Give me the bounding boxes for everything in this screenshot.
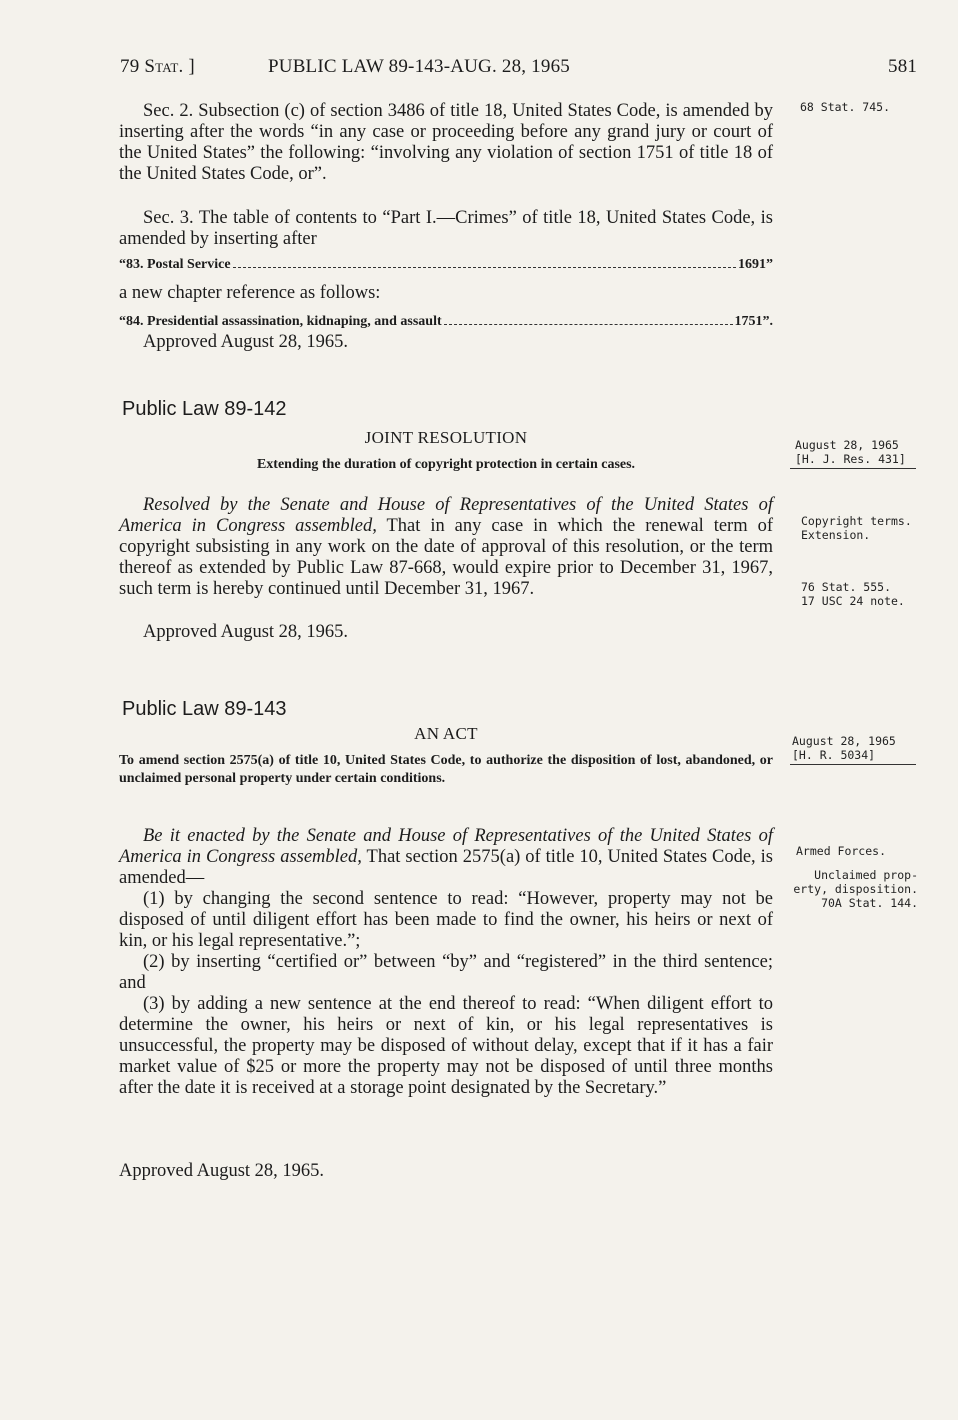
margin-note-unclaimed-1: Unclaimed prop-	[814, 868, 918, 882]
header-volume: 79 Stat. ]	[120, 56, 195, 77]
margin-note-76-stat	[801, 580, 941, 608]
toc-entry-84-number: 1751”.	[734, 314, 773, 329]
header-title: PUBLIC LAW 89-143-AUG. 28, 1965	[268, 56, 570, 77]
law-143-intro: That section 2575(a) of title 10, United States Code, is amended—	[119, 847, 773, 888]
margin-note-unclaimed	[782, 868, 918, 910]
margin-rule	[790, 764, 916, 765]
law-143-paragraph	[119, 826, 773, 889]
leader-dots	[233, 266, 736, 268]
law-142-enacting-clause: Resolved by the Senate and House of Representatives of the United States of America in Congress assembled,	[119, 495, 773, 536]
margin-note-copyright-terms: Copyright terms.	[801, 514, 912, 528]
margin-note-pl-143-date	[792, 734, 932, 762]
margin-note-date: August 28, 1965	[792, 734, 896, 748]
margin-note-bill: [H. J. Res. 431]	[795, 452, 906, 466]
toc-entry-83-label: “83. Postal Service	[119, 257, 231, 272]
law-142-approved: Approved August 28, 1965.	[143, 622, 349, 642]
toc-entry-84-label: “84. Presidential assassination, kidnaping, and assault	[119, 314, 442, 329]
law-142-paragraph	[119, 495, 773, 600]
section-3	[119, 208, 773, 250]
law-143-title: Public Law 89-143	[122, 698, 287, 720]
toc-entry-84	[119, 314, 773, 330]
law-142-text: That in any case in which the renewal term of copyright subsisting in any work on the date of approval of this resolution, or the term thereof as extended by Public Law 87-668, would expire prior to December 31, 1967, such term is hereby continued until December 31, 1967.	[119, 516, 773, 599]
margin-note-armed-forces: Armed Forces.	[796, 844, 887, 858]
new-chapter-line: a new chapter reference as follows:	[119, 283, 381, 303]
toc-entry-83-number: 1691”	[738, 257, 773, 272]
margin-note-pl-142-date	[795, 438, 935, 466]
law-142-heading: JOINT RESOLUTION	[364, 428, 528, 447]
margin-note-copyright	[801, 514, 941, 542]
law-143-caption: To amend section 2575(a) of title 10, United States Code, to authorize the disposition of lost, abandoned, or unclaimed personal property under certain conditions.	[119, 753, 773, 786]
law-142-body	[119, 495, 773, 600]
header-page-number: 581	[888, 56, 918, 77]
leader-dots	[444, 323, 733, 325]
margin-note-68-stat: 68 Stat. 745.	[800, 100, 891, 114]
margin-note-stat-555: 76 Stat. 555.	[801, 580, 892, 594]
margin-note-usc: 17 USC 24 note.	[801, 594, 905, 608]
law-143-item-2: (2) by inserting “certified or” between “by” and “registered” in the third sentence; and	[119, 952, 773, 993]
approved-date-1: Approved August 28, 1965.	[143, 332, 349, 352]
margin-note-bill: [H. R. 5034]	[792, 748, 876, 762]
law-143-enacting-clause: Be it enacted by the Senate and House of Representatives of the United States of America in Congress assembled,	[119, 826, 773, 867]
section-2-text: Sec. 2. Subsection (c) of section 3486 of title 18, United States Code, is amended by inserting after the words “in any case or proceeding before any grand jury or court of the United States” the following: “involving any violation of section 1751 of title 18 of the United States Code, or”.	[119, 101, 773, 184]
margin-rule	[790, 468, 916, 469]
law-143-body	[119, 826, 773, 1099]
toc-entry-83	[119, 257, 773, 273]
law-142-title: Public Law 89-142	[122, 398, 287, 420]
margin-note-unclaimed-2: erty, disposition.	[793, 882, 918, 896]
margin-note-date: August 28, 1965	[795, 438, 899, 452]
law-143-heading: AN ACT	[414, 724, 478, 743]
law-143-item-3: (3) by adding a new sentence at the end thereof to read: “When diligent effort to determine the owner, his heirs or next of kin, or his legal representatives is unsuccessful, the property may be disposed of without delay, except that if it has a fair market value of $25 or more the property may not be disposed of until three months after the date it is received at a storage point designated by the Secretary.”	[119, 994, 773, 1098]
law-142-caption: Extending the duration of copyright protection in certain cases.	[256, 457, 636, 472]
section-3-text: Sec. 3. The table of contents to “Part I.—Crimes” of title 18, United States Code, is amended by inserting after	[119, 208, 773, 249]
margin-note-extension: Extension.	[801, 528, 871, 542]
margin-note-unclaimed-3: 70A Stat. 144.	[821, 896, 918, 910]
law-143-item-1: (1) by changing the second sentence to read: “However, property may not be disposed of until diligent effort has been made to find the owner, his heirs or next of kin, or his legal representative.”;	[119, 889, 773, 951]
law-143-approved: Approved August 28, 1965.	[119, 1161, 325, 1181]
section-2	[119, 101, 773, 185]
